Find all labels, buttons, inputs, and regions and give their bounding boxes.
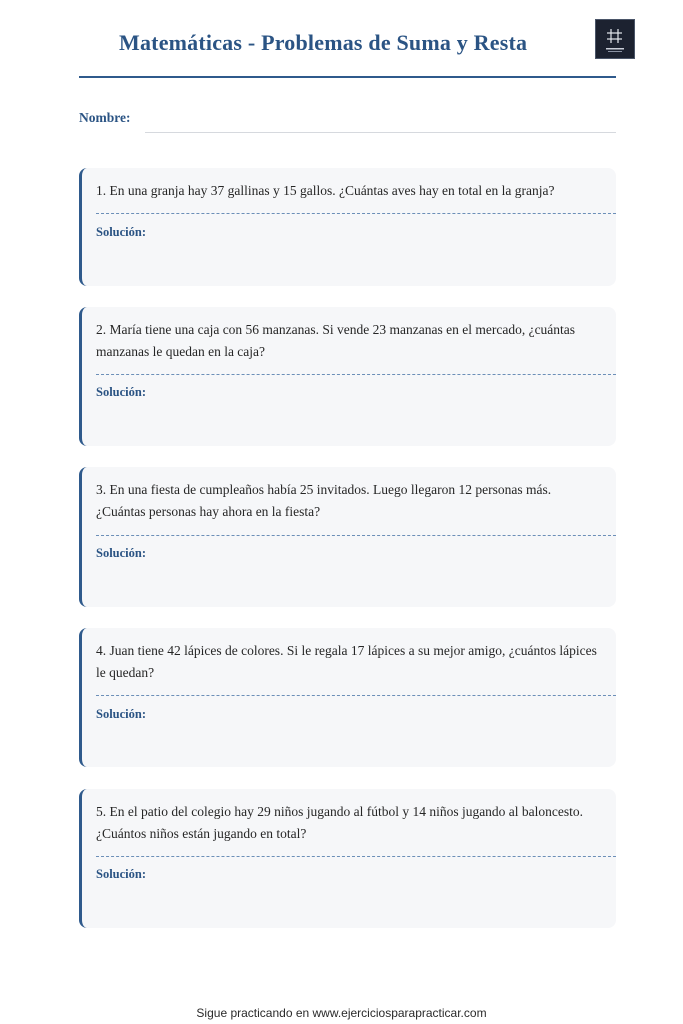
solution-divider: [96, 535, 616, 536]
problem-card-2: [79, 307, 616, 446]
problem-card-4: [79, 628, 616, 767]
name-field: [79, 108, 616, 134]
page-header: [79, 18, 616, 78]
problem-card-3: [79, 467, 616, 607]
hash-grid-logo-icon: [595, 19, 635, 59]
problem-text: 1. En una granja hay 37 gallinas y 15 gallos. ¿Cuántas aves hay en total en la granja?: [96, 183, 555, 198]
page-title: Matemáticas - Problemas de Suma y Resta: [119, 30, 528, 55]
problem-text: 5. En el patio del colegio hay 29 niños jugando al fútbol y 14 niños jugando al baloncesto. ¿Cuántos niños están jugando en total?: [96, 804, 584, 841]
name-input-line[interactable]: [145, 132, 616, 133]
footer-link-text[interactable]: Sigue practicando en www.ejerciciosparapracticar.com: [196, 1006, 487, 1020]
solution-label: Solución:: [96, 546, 147, 560]
problem-text: 2. María tiene una caja con 56 manzanas. Si vende 23 manzanas en el mercado, ¿cuántas manzanas le quedan en la caja?: [96, 322, 576, 359]
solution-divider: [96, 695, 616, 696]
problem-card-1: [79, 168, 616, 286]
problem-card-5: [79, 789, 616, 928]
name-label: Nombre:: [79, 110, 131, 125]
problem-text: 4. Juan tiene 42 lápices de colores. Si le regala 17 lápices a su mejor amigo, ¿cuántos lápices le quedan?: [96, 643, 597, 680]
solution-divider: [96, 213, 616, 214]
solution-label: Solución:: [96, 385, 147, 399]
solution-divider: [96, 856, 616, 857]
solution-label: Solución:: [96, 225, 147, 239]
solution-label: Solución:: [96, 707, 147, 721]
solution-divider: [96, 374, 616, 375]
problem-text: 3. En una fiesta de cumpleaños había 25 invitados. Luego llegaron 12 personas más. ¿Cuántas personas hay ahora en la fiesta?: [96, 482, 552, 519]
solution-label: Solución:: [96, 867, 147, 881]
